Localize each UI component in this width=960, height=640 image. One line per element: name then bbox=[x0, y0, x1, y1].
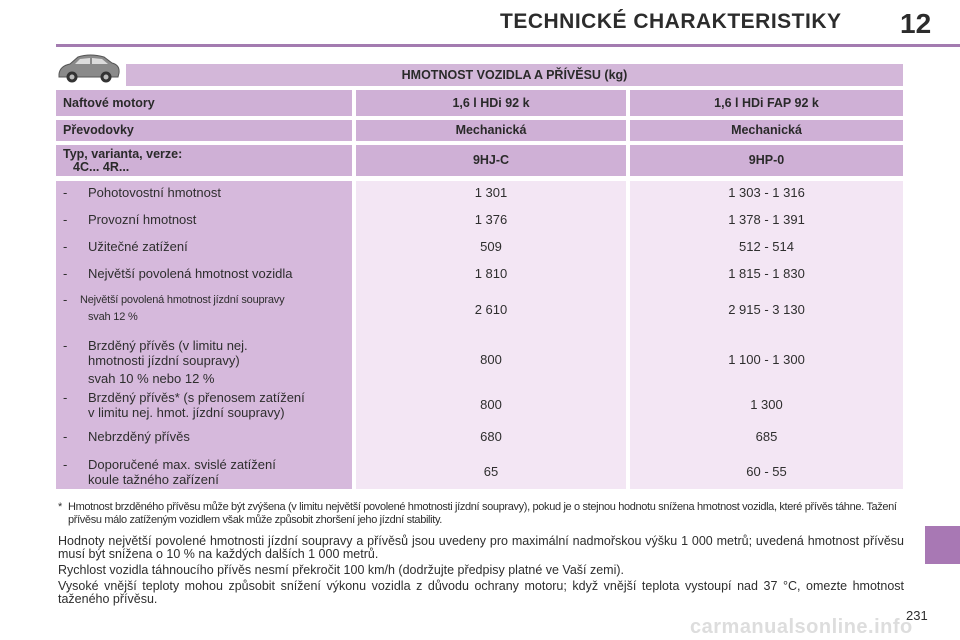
row-value-1: 800 bbox=[480, 352, 502, 367]
table-row bbox=[56, 185, 903, 201]
type-label bbox=[56, 145, 352, 176]
row-label-line: Doporučené max. svislé zatížení bbox=[88, 457, 276, 472]
chapter-number: 12 bbox=[900, 8, 932, 39]
gearbox-col2: Mechanická bbox=[630, 120, 903, 141]
paragraph-temperature: Vysoké vnější teploty mohou způsobit snížení výkonu vozidla z důvodu ochrany motoru; když vnější teplota vystoupí nad 37 °C, omezte hmotnost taženého přívěsu. bbox=[58, 579, 904, 606]
row-dash: - bbox=[63, 292, 68, 307]
row-dash: - bbox=[63, 239, 68, 254]
row-dash: - bbox=[63, 185, 68, 200]
engine-row bbox=[0, 90, 960, 116]
type-row bbox=[0, 145, 960, 176]
row-value-1: 1 301 bbox=[474, 185, 508, 200]
engine-col1: 1,6 l HDi 92 k bbox=[356, 90, 626, 116]
row-dash: - bbox=[63, 266, 68, 281]
table-title: HMOTNOST VOZIDLA A PŘÍVĚSU (kg) bbox=[126, 64, 903, 86]
row-value-2: 1 303 - 1 316 bbox=[728, 185, 805, 200]
row-value-1: 65 bbox=[483, 464, 499, 479]
row-dash: - bbox=[63, 212, 68, 227]
row-label-line: svah 10 % nebo 12 % bbox=[88, 371, 215, 386]
table-row bbox=[56, 429, 903, 445]
row-value-1: 1 810 bbox=[474, 266, 508, 281]
type-label-line1: Typ, varianta, verze: bbox=[63, 147, 183, 161]
footnote bbox=[58, 501, 904, 527]
footnote-text: Hmotnost brzděného přívěsu může být zvýšena (v limitu největší povolené hmotnosti jízdní soupravy), pokud je o stejnou hodnotu snížena hmotnost vozidla, které přívěs táhne. Tažení přívěsu málo zatíženým vozidlem však může způsobit zhoršení jeho jízdní stability. bbox=[68, 501, 897, 526]
table-row bbox=[56, 266, 903, 282]
row-label-line: svah 12 % bbox=[88, 311, 138, 323]
row-label-line: Brzděný přívěs* (s přenosem zatížení bbox=[88, 390, 305, 405]
row-dash: - bbox=[63, 429, 68, 444]
row-value-2: 1 300 bbox=[750, 397, 783, 412]
gearbox-row bbox=[0, 120, 960, 141]
table-row bbox=[56, 457, 903, 489]
row-value-2: 1 378 - 1 391 bbox=[728, 212, 805, 227]
row-label-line: koule tažného zařízení bbox=[88, 472, 219, 487]
gearbox-label: Převodovky bbox=[56, 120, 352, 141]
row-label bbox=[88, 338, 248, 386]
row-value-2: 60 - 55 bbox=[746, 464, 787, 479]
page-header-title: TECHNICKÉ CHARAKTERISTIKY bbox=[500, 10, 842, 33]
row-label: Provozní hmotnost bbox=[88, 212, 197, 227]
gearbox-col1: Mechanická bbox=[356, 120, 626, 141]
page-number: 231 bbox=[906, 608, 928, 623]
footnote-star: * bbox=[58, 501, 62, 513]
row-value-1: 509 bbox=[480, 239, 502, 254]
row-value-1: 1 376 bbox=[474, 212, 508, 227]
row-label bbox=[88, 457, 276, 487]
row-label: Užitečné zatížení bbox=[88, 239, 188, 254]
type-col2: 9HP-0 bbox=[630, 145, 903, 176]
row-dash: - bbox=[63, 338, 68, 353]
paragraph-speed: Rychlost vozidla táhnoucího přívěs nesmí překročit 100 km/h (dodržujte předpisy platné ve Vaší zemi). bbox=[58, 563, 625, 577]
row-value-1: 2 610 bbox=[474, 302, 508, 317]
row-value-2: 1 100 - 1 300 bbox=[728, 352, 805, 367]
row-value-1: 680 bbox=[480, 429, 502, 444]
type-label-line2: 4C... 4R... bbox=[73, 160, 130, 174]
site-watermark: carmanualsonline.info bbox=[690, 616, 913, 638]
row-label: Pohotovostní hmotnost bbox=[88, 185, 221, 200]
chapter-side-tab bbox=[925, 526, 960, 564]
row-label: Nebrzděný přívěs bbox=[88, 429, 190, 444]
row-dash: - bbox=[63, 457, 68, 472]
header-divider bbox=[56, 44, 960, 47]
row-label-line: Největší povolená hmotnost jízdní soupravy bbox=[80, 294, 285, 306]
paragraph-altitude: Hodnoty největší povolené hmotnosti jízdní soupravy a přívěsů jsou uvedeny pro maximální nadmořskou výšku 1 000 metrů; uvedená hmotnost přívěsu musí být snížena o 10 % na každých dalších 1 000 metrů. bbox=[58, 534, 904, 561]
table-row bbox=[56, 239, 903, 255]
table-row bbox=[56, 338, 903, 386]
type-col1: 9HJ-C bbox=[356, 145, 626, 176]
row-label bbox=[80, 292, 285, 326]
row-label-line: v limitu nej. hmot. jízdní soupravy) bbox=[88, 405, 285, 420]
row-label bbox=[88, 390, 305, 420]
row-label-line: Brzděný přívěs (v limitu nej. bbox=[88, 338, 248, 353]
table-row bbox=[56, 212, 903, 228]
row-value-2: 512 - 514 bbox=[739, 239, 794, 254]
table-row bbox=[56, 390, 903, 422]
row-value-2: 1 815 - 1 830 bbox=[728, 266, 805, 281]
row-label-line: hmotnosti jízdní soupravy) bbox=[88, 353, 240, 368]
table-row bbox=[56, 292, 903, 328]
car-icon bbox=[56, 54, 122, 84]
engine-col2: 1,6 l HDi FAP 92 k bbox=[630, 90, 903, 116]
row-value-1: 800 bbox=[480, 397, 502, 412]
row-value-2: 2 915 - 3 130 bbox=[728, 302, 805, 317]
row-label: Největší povolená hmotnost vozidla bbox=[88, 266, 293, 281]
row-value-2: 685 bbox=[755, 429, 778, 444]
engine-label: Naftové motory bbox=[56, 90, 352, 116]
row-dash: - bbox=[63, 390, 68, 405]
